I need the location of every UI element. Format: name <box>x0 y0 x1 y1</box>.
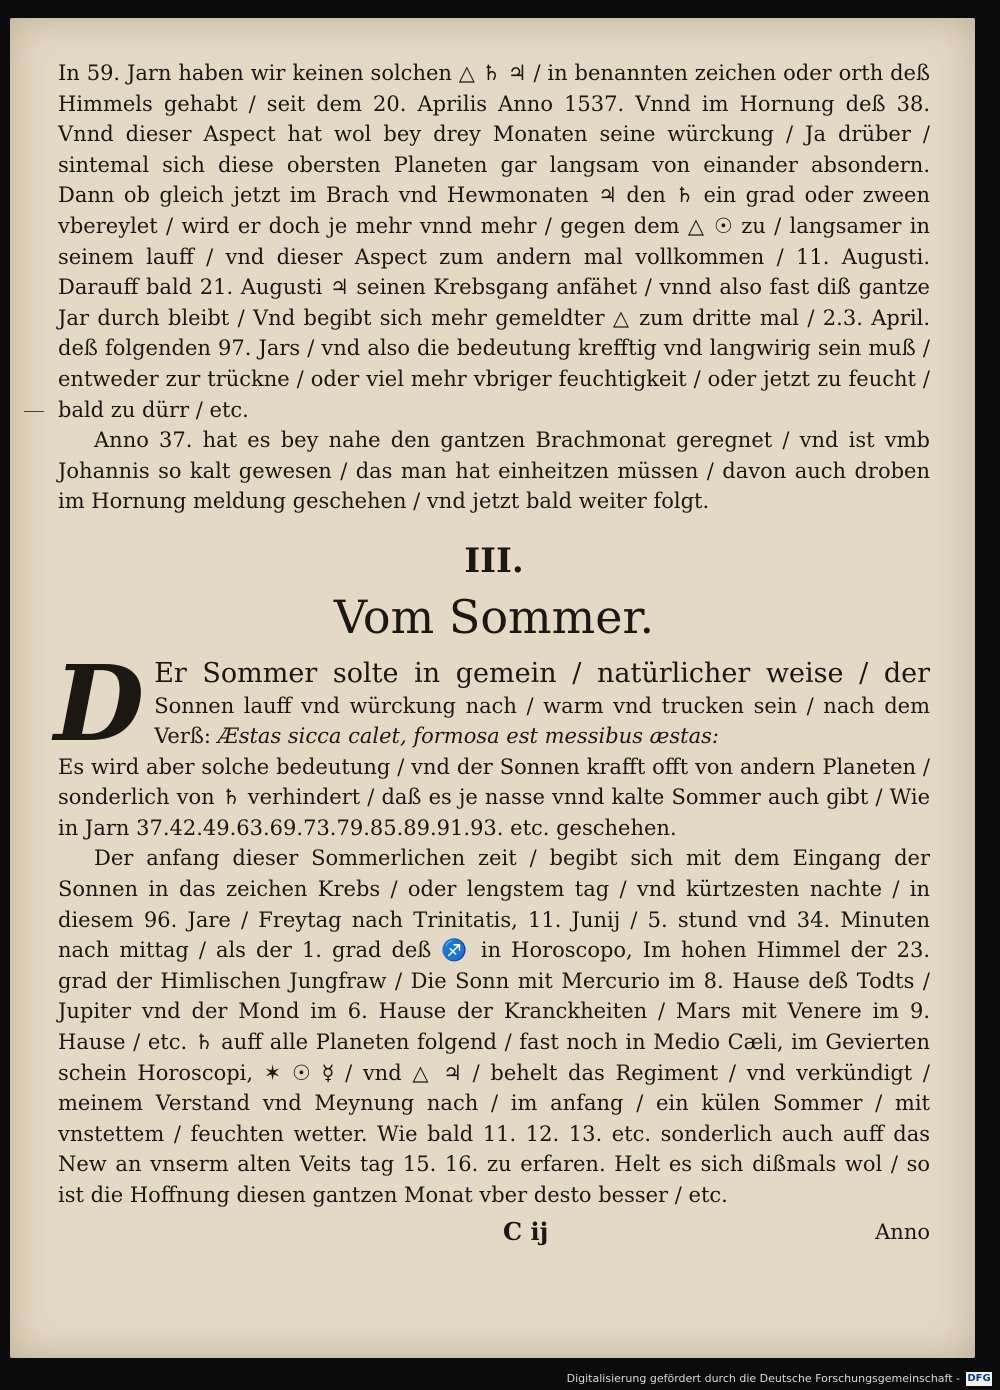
latin-verse: Æstas sicca calet, formosa est messibus æstas: <box>217 724 719 749</box>
paragraph-2: Anno 37. hat es bey nahe den gantzen Brachmonat geregnet / vnd ist vmb Johannis so kalt gewesen / das man hat einheitzen müssen / davon auch droben im Hornung meldung geschehen / vnd jetzt bald weiter folgt. <box>58 428 930 514</box>
paragraph-3-lead: Er Sommer solte in gemein / natürlicher weise / der <box>154 657 930 689</box>
signature-mark: C ij <box>503 1216 549 1246</box>
decorated-initial: D <box>54 641 145 765</box>
page-text <box>54 58 930 1247</box>
page-footer <box>58 1217 930 1247</box>
margin-mark <box>24 411 44 412</box>
dfg-logo: DFG <box>967 1373 991 1384</box>
paragraph-4: Es wird aber solche bedeutung / vnd der Sonnen krafft offt von andern Planeten / sonderlich von ♄ verhindert / daß es je nasse vnnd kalte Sommer auch gibt / Wie in Jarn 37.42.49.63.69.73.79.85.89.91.93. etc. geschehen. <box>58 754 930 840</box>
digitization-credit: Digitalisierung gefördert durch die Deutsche Forschungsgemeinschaft - <box>566 1372 960 1385</box>
document-page <box>10 18 975 1358</box>
section-number: III. <box>464 540 524 581</box>
catchword: Anno <box>875 1219 930 1244</box>
paragraph-3-rest: Sonnen lauff vnd würckung nach / warm vnd trucken sein / nach dem Verß: <box>154 693 930 749</box>
section-title: Vom Sommer. <box>333 589 655 644</box>
credit-bar <box>0 1366 1000 1390</box>
paragraph-3 <box>54 641 930 765</box>
paragraph-5: Der anfang dieser Sommerlichen zeit / begibt sich mit dem Eingang der Sonnen in das zeichen Krebs / oder lengstem tag / vnd kürtzesten nachte / in diesem 96. Jare / Freytag nach Trinitatis, 11. Junij / 5. stund vnd 34. Minuten nach mittag / als der 1. grad deß ♐ in Horoscopo, Im hohen Himmel der 23. grad der Himlischen Jungfraw / Die Sonn mit Mercurio im 8. Hause deß Todts / Jupiter vnd der Mond im 6. Hause der Kranckheiten / Mars mit Venere im 9. Hause / etc. ♄ auff alle Planeten folgend / fast noch in Medio Cæli, im Gevierten schein Horoscopi, ✶ ☉ ☿ / vnd △ ♃ / behelt das Regiment / vnd verkündigt / meinem Verstand vnd Meynung nach / im anfang / ein külen Sommer / mit vnstettem / feuchten wetter. Wie bald 11. 12. 13. etc. sonderlich auch auff das New an vnserm alten Veits tag 15. 16. zu erfaren. Helt es sich dißmals wol / so ist die Hoffnung diesen gantzen Monat vber desto besser / etc. <box>58 846 930 1207</box>
paragraph-1: In 59. Jarn haben wir keinen solchen △ ♄ ♃ / in benannten zeichen oder orth deß Himmels gehabt / seit dem 20. Aprilis Anno 1537. Vnnd im Hornung deß 38. Vnnd dieser Aspect hat wol bey drey Monaten seine würckung / Ja drüber / sintemal sich diese obersten Planeten gar langsam von einander absondern. Dann ob gleich jetzt im Brach vnd Hewmonaten ♃ den ♄ ein grad oder zween vbereylet / wird er doch je mehr vnnd mehr / gegen dem △ ☉ zu / langsamer in seinem lauff / vnd dieser Aspect zum andern mal vollkommen / 11. Augusti. Darauff bald 21. Augusti ♃ seinen Krebsgang anfähet / vnnd also fast diß gantze Jar durch bleibt / Vnd begibt sich mehr gemeldter △ zum dritte mal / 2.3. April. deß folgenden 97. Jars / vnd also die bedeutung krefftig vnd langwirig sein muß / entweder zur trückne / oder viel mehr vbriger feuchtigkeit / oder jetzt zu feucht / bald zu dürr / etc. <box>58 61 930 422</box>
